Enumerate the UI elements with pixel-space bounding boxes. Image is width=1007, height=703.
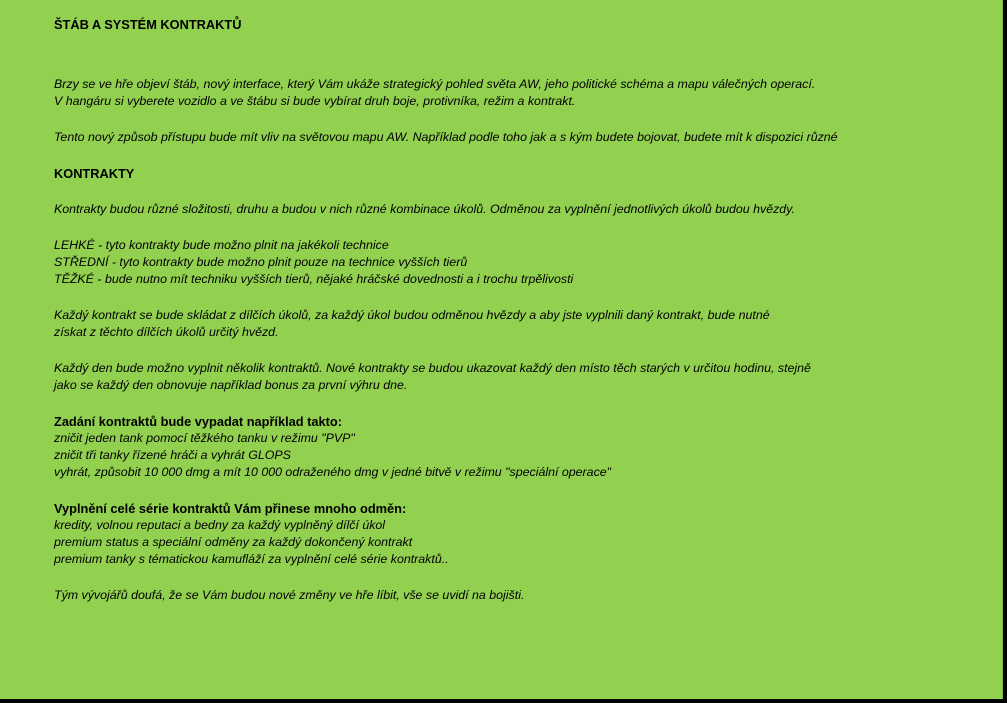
- structure-line-2: získat z těchto dílčích úkolů určitý hvězd.: [54, 325, 279, 339]
- rewards-title: Vyplnění celé série kontraktů Vám přinese mnoho odměn:: [54, 501, 407, 516]
- daily-line-2: jako se každý den obnovuje například bonus za první výhru dne.: [54, 378, 408, 392]
- contracts-intro-paragraph: [54, 201, 1002, 218]
- document-title: ŠTÁB A SYSTÉM KONTRAKTŮ: [54, 17, 242, 32]
- daily-paragraph: [54, 360, 1002, 394]
- example-item: zničit jeden tank pomocí těžkého tanku v režimu "PVP": [54, 431, 355, 445]
- example-item: vyhrát, způsobit 10 000 dmg a mít 10 000 odraženého dmg v jedné bitvě v režimu "speciální operace": [54, 465, 612, 479]
- example-item: zničit tři tanky řízené hráči a vyhrát GLOPS: [54, 448, 291, 462]
- difficulty-medium: STŘEDNÍ - tyto kontrakty bude možno plnit pouze na technice vyšších tierů: [54, 255, 468, 269]
- intro-line-1: Brzy se ve hře objeví štáb, nový interface, který Vám ukáže strategický pohled světa AW, jeho politické schéma a mapu válečných operací.: [54, 77, 816, 91]
- difficulty-hard: TĚŽKÉ - bude nutno mít techniku vyšších tierů, nějaké hráčské dovednosti a i trochu trpělivosti: [54, 272, 574, 286]
- contracts-intro-line-1: Kontrakty budou různé složitosti, druhu a budou v nich různé kombinace úkolů. Odměnou za vyplnění jednotlivých úkolů budou hvězdy.: [54, 202, 795, 216]
- reward-item: premium status a speciální odměny za každý dokončený kontrakt: [54, 535, 413, 549]
- closing-line: Tým vývojářů doufá, že se Vám budou nové změny ve hře líbit, vše se uvidí na bojišti.: [54, 588, 525, 602]
- contracts-heading: KONTRAKTY: [54, 166, 135, 181]
- examples-title: Zadání kontraktů bude vypadat například takto:: [54, 414, 342, 429]
- difficulty-list: [54, 237, 1002, 288]
- rewards-block: [54, 500, 1002, 568]
- influence-line-1: Tento nový způsob přístupu bude mít vliv na světovou mapu AW. Například podle toho jak a s kým budete bojovat, budete mít k dispozici různé: [54, 130, 838, 144]
- influence-paragraph: [54, 129, 1002, 146]
- structure-line-1: Každý kontrakt se bude skládat z dílčích úkolů, za každý úkol budou odměnou hvězdy a aby jste vyplnili daný kontrakt, bude nutné: [54, 308, 770, 322]
- page-frame-edge: [0, 699, 1007, 703]
- intro-paragraph: [54, 76, 1002, 110]
- reward-item: premium tanky s tématickou kamufláží za vyplnění celé série kontraktů..: [54, 552, 449, 566]
- intro-line-2: V hangáru si vyberete vozidlo a ve štábu si bude vybírat druh boje, protivníka, režim a kontrakt.: [54, 94, 576, 108]
- examples-block: [54, 413, 1002, 481]
- reward-item: kredity, volnou reputaci a bedny za každý vyplněný dílčí úkol: [54, 518, 386, 532]
- daily-line-1: Každý den bude možno vyplnit několik kontraktů. Nové kontrakty se budou ukazovat každý den místo těch starých v určitou hodinu, stejně: [54, 361, 811, 375]
- difficulty-easy: LEHKÉ - tyto kontrakty bude možno plnit na jakékoli technice: [54, 238, 389, 252]
- structure-paragraph: [54, 307, 1002, 341]
